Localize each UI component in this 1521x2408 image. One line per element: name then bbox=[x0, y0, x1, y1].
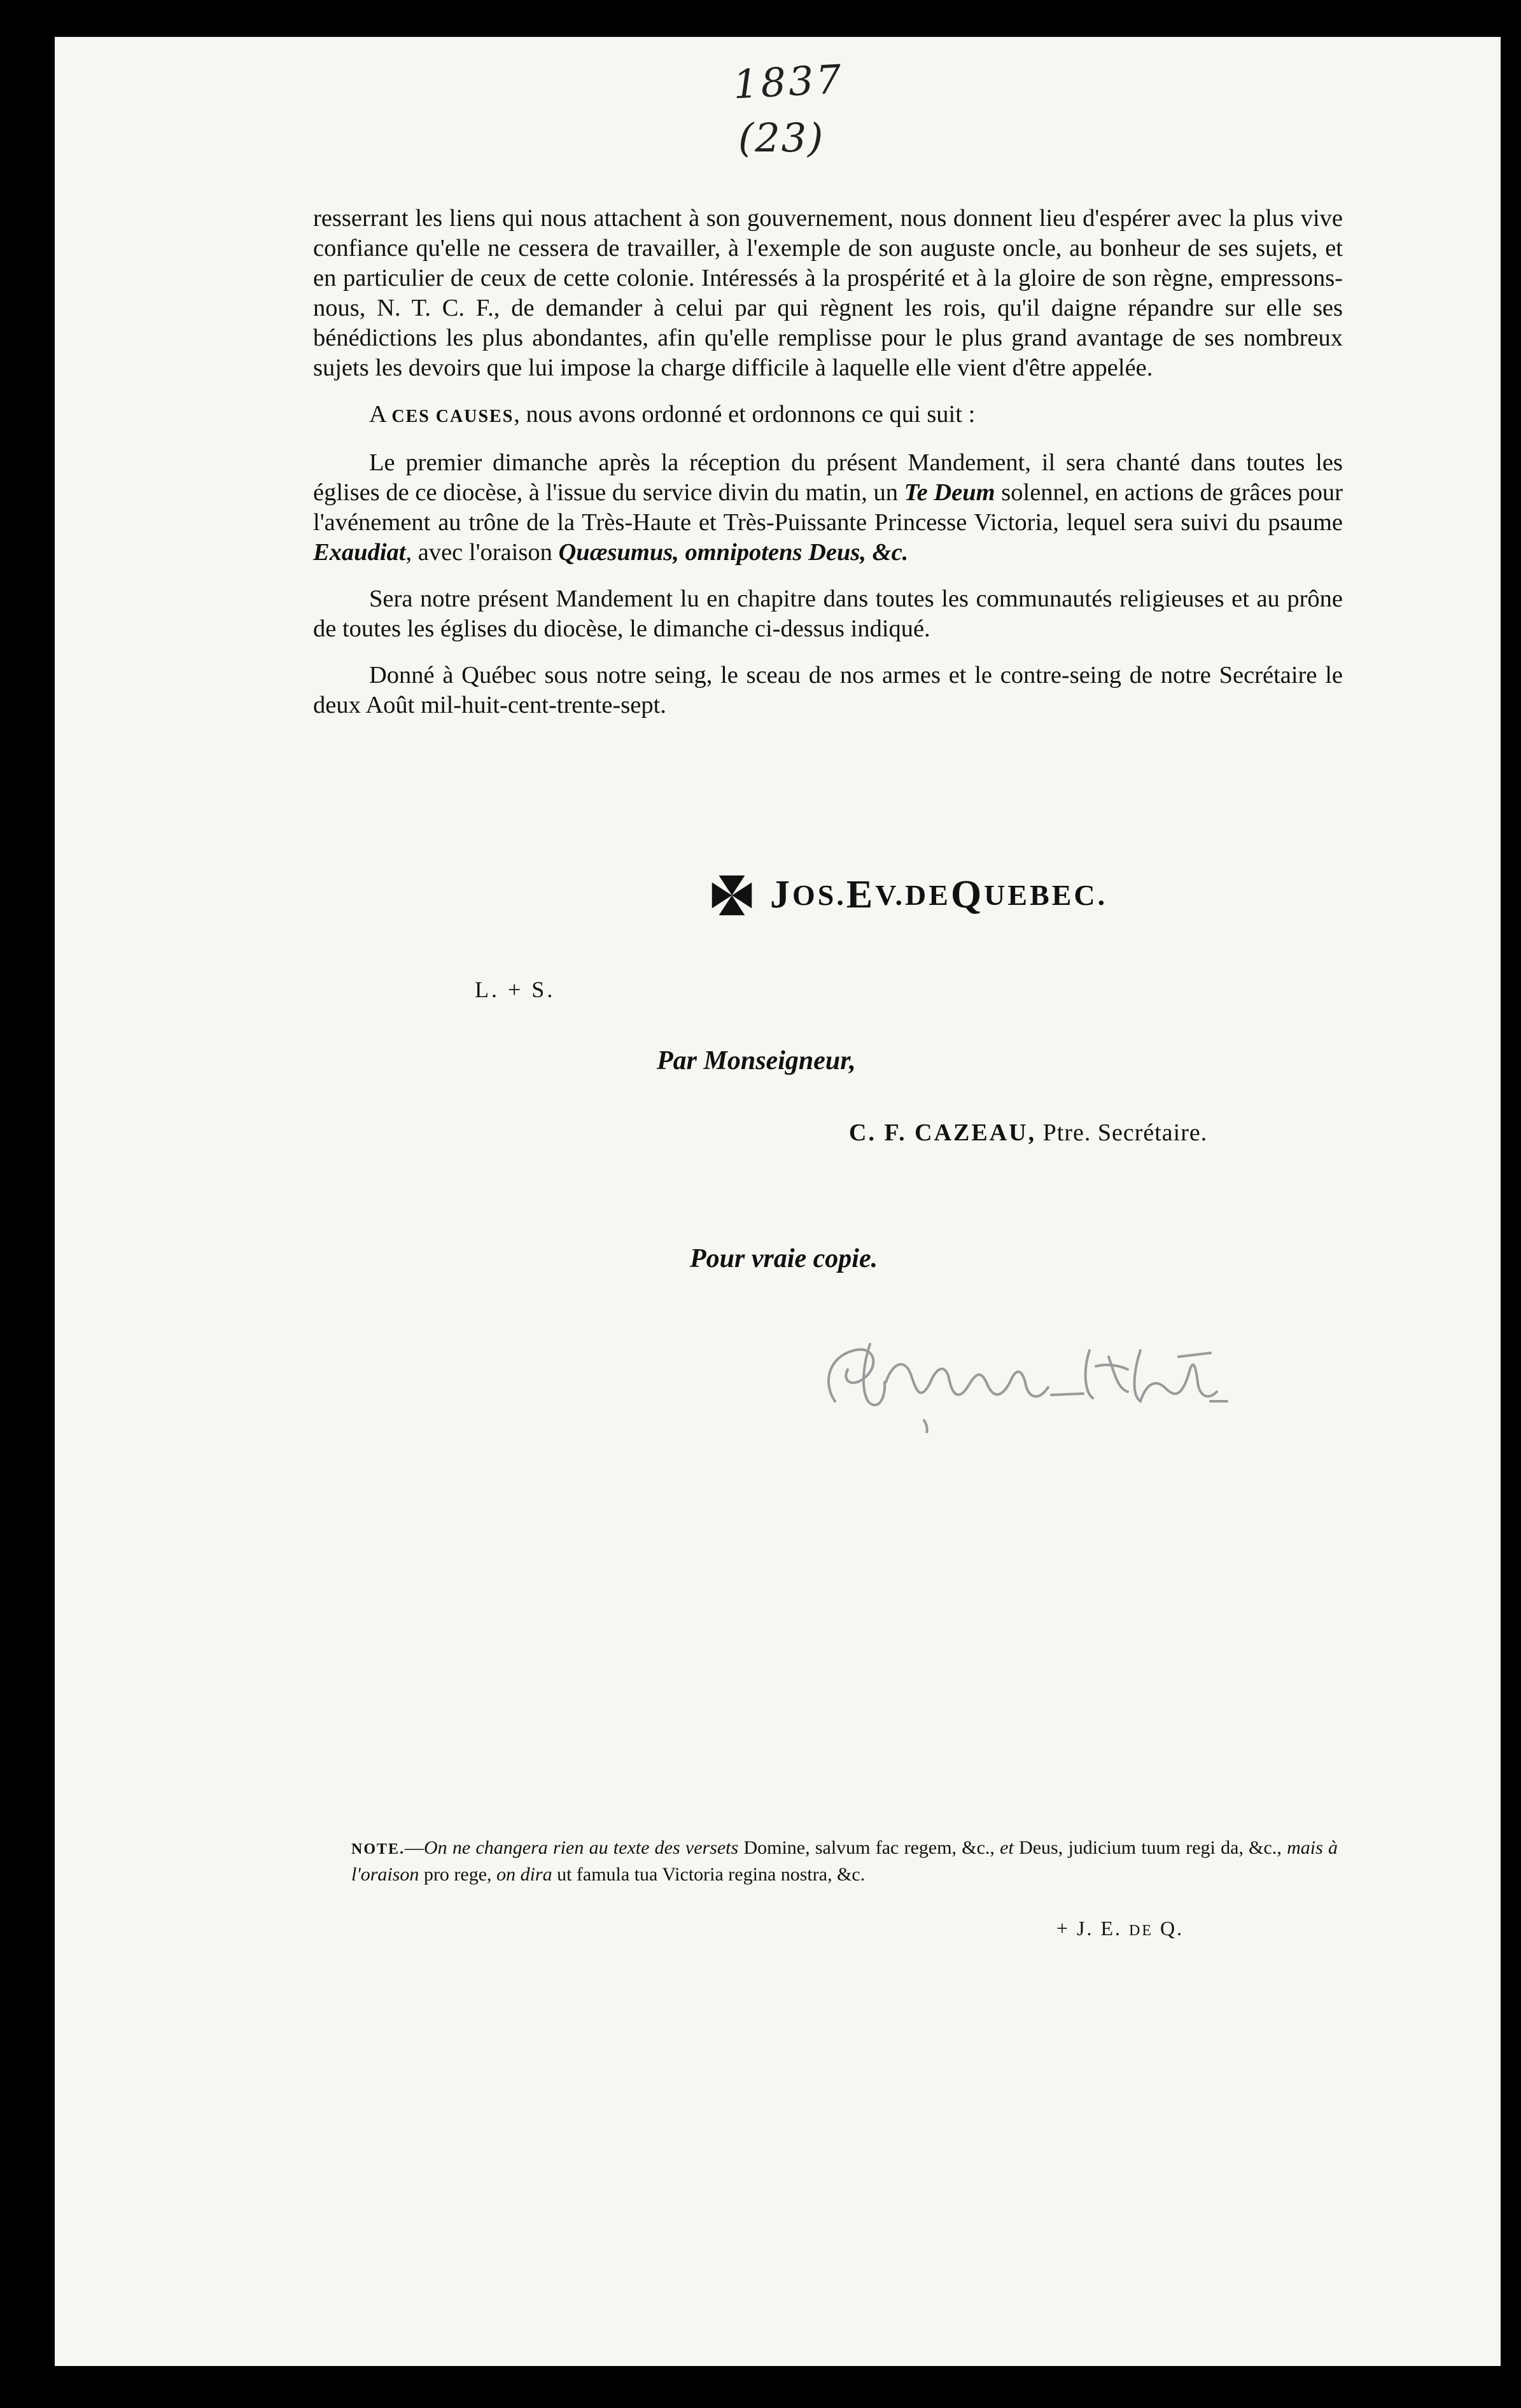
initials bbox=[1056, 1917, 1184, 1940]
p2-small-caps: CES CAUSES bbox=[391, 407, 514, 426]
p2-rest: , nous avons ordonné et ordonnons ce qui suit : bbox=[514, 401, 976, 428]
p3-te-deum: Te Deum bbox=[904, 479, 995, 506]
bishop-signature bbox=[710, 872, 1107, 918]
initials-b: Q. bbox=[1153, 1917, 1184, 1940]
note-label: NOTE. bbox=[351, 1841, 405, 1858]
note-t6: pro rege, bbox=[423, 1864, 497, 1885]
paragraph-2 bbox=[313, 400, 1343, 431]
sig-jos: J bbox=[770, 873, 792, 916]
paragraph-1: resserrant les liens qui nous attachent à son gouvernement, nous donnent lieu d'espérer avec la plus vive confiance qu'elle ne cessera de travailler, à l'exemple de son auguste oncle, au bonheur de ses sujets, et en particulier de ceux de cette colonie. Intéressés à la prospérité et à la gloire de son règne, empressons-nous, N. T. C. F., de demander à celui par qui règnent les rois, qu'il daigne répandre sur elle ses bénédictions les plus abondantes, afin qu'elle remplisse pour le plus grand avantage de ses nombreux sujets les devoirs que lui impose la charge difficile à laquelle elle vient d'être appelée. bbox=[313, 205, 1343, 381]
note-t3: et bbox=[1000, 1837, 1020, 1858]
handwritten-number: (23) bbox=[738, 115, 825, 161]
handwritten-year: 1837 bbox=[732, 55, 845, 108]
secretary-title: Ptre. Secrétaire. bbox=[1036, 1119, 1208, 1146]
mandement-body bbox=[313, 204, 1343, 737]
sig-ev-small: V. bbox=[875, 879, 906, 911]
footnote bbox=[351, 1835, 1338, 1887]
sig-q-small: UEBEC. bbox=[984, 879, 1108, 911]
handwritten-signature bbox=[810, 1306, 1230, 1433]
note-t4: Deus, judicium tuum regi da, &c., bbox=[1019, 1837, 1287, 1858]
document-page bbox=[55, 37, 1501, 2366]
secretary-line bbox=[849, 1119, 1207, 1147]
note-t5: mais à l'oraison bbox=[351, 1837, 1338, 1885]
paragraph-3 bbox=[313, 448, 1343, 568]
note-t8: ut famula tua Victoria regina nostra, &c. bbox=[557, 1864, 866, 1885]
p3-b: solennel, en actions de grâces pour l'avénement au trône de la Très-Haute et Très-Puissante Princesse Victoria, lequel sera suivi du psaume bbox=[313, 479, 1343, 536]
secretary-name: C. F. CAZEAU, bbox=[849, 1119, 1037, 1146]
p3-exaudiat: Exaudiat bbox=[313, 539, 406, 566]
initials-de: DE bbox=[1129, 1922, 1154, 1939]
sig-de: DE bbox=[905, 879, 951, 911]
note-t2: Domine, salvum fac regem, &c., bbox=[743, 1837, 1000, 1858]
note-dash: — bbox=[405, 1837, 424, 1858]
note-t7: on dira bbox=[496, 1864, 557, 1885]
sig-jos-small: OS. bbox=[792, 879, 846, 911]
sig-q: Q bbox=[950, 873, 985, 916]
p3-a: Le premier dimanche après la réception du présent Mandement, il sera chanté dans toutes les églises de ce diocèse, à l'issue du service divin du matin, un bbox=[313, 449, 1343, 506]
initials-a: + J. E. bbox=[1056, 1917, 1130, 1940]
p3-quaesumus: Quæsumus, omnipotens Deus, &c. bbox=[558, 539, 909, 566]
sig-ev: E bbox=[846, 873, 876, 916]
par-monseigneur: Par Monseigneur, bbox=[657, 1046, 856, 1075]
paragraph-4: Sera notre présent Mandement lu en chapitre dans toutes les communautés religieuses et au prône de toutes les églises du diocèse, le dimanche ci-dessus indiqué. bbox=[313, 585, 1343, 642]
copy-label: Pour vraie copie. bbox=[690, 1244, 878, 1273]
p3-c: , avec l'oraison bbox=[405, 539, 559, 566]
note-t1: On ne changera rien au texte des versets bbox=[424, 1837, 744, 1858]
seal-mark: L. + S. bbox=[475, 977, 556, 1002]
cross-icon bbox=[710, 874, 753, 917]
p2-lead: A bbox=[369, 401, 392, 428]
paragraph-5: Donné à Québec sous notre seing, le sceau de nos armes et le contre-seing de notre Secrétaire le deux Août mil-huit-cent-trente-sept. bbox=[313, 662, 1343, 718]
